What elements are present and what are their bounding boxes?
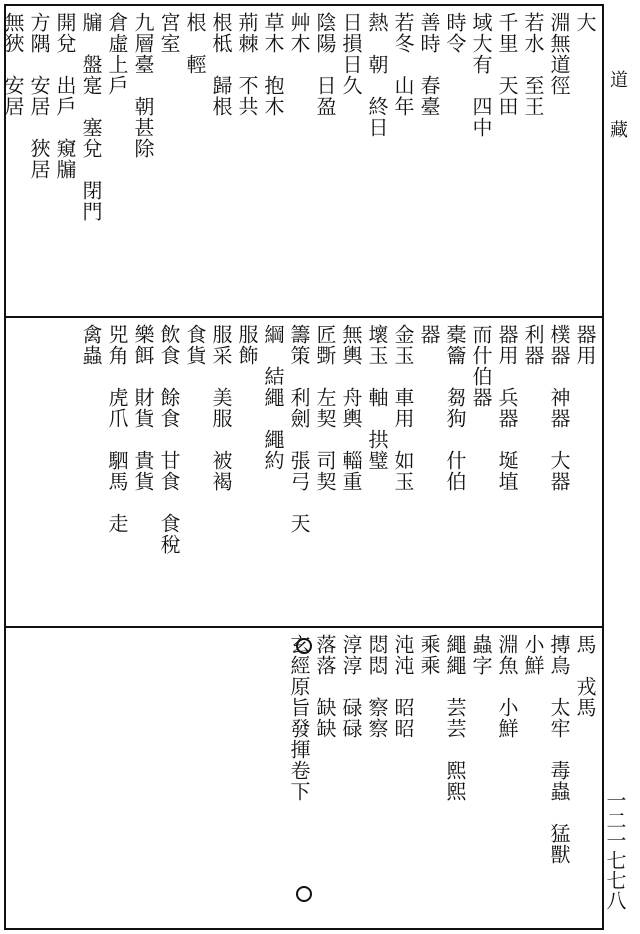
text-column: 淳淳 碌碌 [339, 634, 363, 739]
text-column: 草木 抱木 [261, 12, 285, 117]
text-column: 蟲字 [469, 634, 493, 676]
margin-page-number: 一二一七七八 [603, 790, 627, 910]
text-column: 淵魚 小鮮 [495, 634, 519, 739]
text-column: 乘乘 [417, 634, 441, 676]
text-column: 綱 結繩 繩約 [261, 324, 285, 471]
margin-volume: 藏 [607, 120, 628, 138]
text-column: 服采 美服 被褐 [209, 324, 233, 492]
upper-section [1, 6, 602, 316]
text-column: 千里 天田 [495, 12, 519, 117]
text-column: 樸器 神器 大器 [547, 324, 571, 492]
text-column: 陰陽 日盈 [313, 12, 337, 117]
text-column: 壞玉 軸 拱璧 [365, 324, 389, 471]
text-column: 若冬 山年 [391, 12, 415, 117]
text-column: 荊棘 不共 [235, 12, 259, 117]
text-column: 若水 至王 [521, 12, 545, 117]
text-column: 熱 朝 終日 [365, 12, 389, 138]
text-column: 利器 [521, 324, 545, 366]
text-column: 金玉 車用 如玉 [391, 324, 415, 492]
page-frame [1, 4, 604, 930]
text-column: 域大有 四中 [469, 12, 493, 138]
text-column: 悶悶 察察 [365, 634, 389, 739]
text-column: 牖 盤寔 塞兌 閉門 [79, 12, 103, 222]
text-column: 九層臺 朝甚除 [131, 12, 155, 159]
text-column: 而什伯器 [469, 324, 493, 408]
text-column: 樂餌 財貨 貴貨 [131, 324, 155, 492]
text-column: 器用 兵器 埏埴 [495, 324, 519, 492]
text-column: 繩繩 芸芸 熙熙 [443, 634, 467, 802]
text-column: 小鮮 [521, 634, 545, 676]
text-column: 開兌 出戶 窺牖 [53, 12, 77, 180]
text-column: 根 輕 [183, 12, 207, 75]
text-column: 服飾 [235, 324, 259, 366]
text-column: 禽蟲 [79, 324, 103, 366]
text-column: 馬 戎馬 [573, 634, 597, 718]
text-column: 倉虛上戶 [105, 12, 129, 96]
text-column: 無輿 舟輿 輜重 [339, 324, 363, 492]
circle-mark-bottom [296, 886, 312, 902]
margin-title: 道 [607, 70, 628, 88]
text-column: 日損日久 [339, 12, 363, 96]
text-column: 橐籥 芻狗 什伯 [443, 324, 467, 492]
text-column: 器用 [573, 324, 597, 366]
lower-section [6, 628, 602, 928]
text-column: 大 [573, 12, 597, 33]
middle-section-columns [10, 324, 598, 620]
text-column: 根柢 歸根 [209, 12, 233, 117]
text-column: 艸木 [287, 12, 311, 54]
circle-mark-top [296, 638, 312, 654]
text-column: 落落 缺缺 [313, 634, 337, 739]
text-column: 飲食 餘食 甘食 食稅 [157, 324, 181, 555]
text-column: 食貨 [183, 324, 207, 366]
lower-section-columns [10, 634, 598, 922]
text-column: 宮室 [157, 12, 181, 54]
text-column: 沌沌 昭昭 [391, 634, 415, 739]
text-column: 兕角 虎爪 駟馬 走 [105, 324, 129, 534]
text-column: 淵無道徑 [547, 12, 571, 96]
text-column: 匠斲 左契 司契 [313, 324, 337, 492]
page-margin [603, 0, 634, 934]
text-column: 方隅 安居 狹居 [27, 12, 51, 180]
text-column: 玄經原旨發揮卷下 [287, 634, 311, 802]
text-column: 時令 [443, 12, 467, 54]
text-column: 摶鳥 太牢 毒蟲 猛獸 [547, 634, 571, 865]
text-column: 器 [417, 324, 441, 345]
text-column: 無狹 安居 [1, 12, 25, 117]
upper-section-columns [1, 12, 598, 310]
text-column: 籌策 利劍 張弓 天 [287, 324, 311, 534]
middle-section [6, 318, 602, 626]
text-column: 善時 春臺 [417, 12, 441, 117]
